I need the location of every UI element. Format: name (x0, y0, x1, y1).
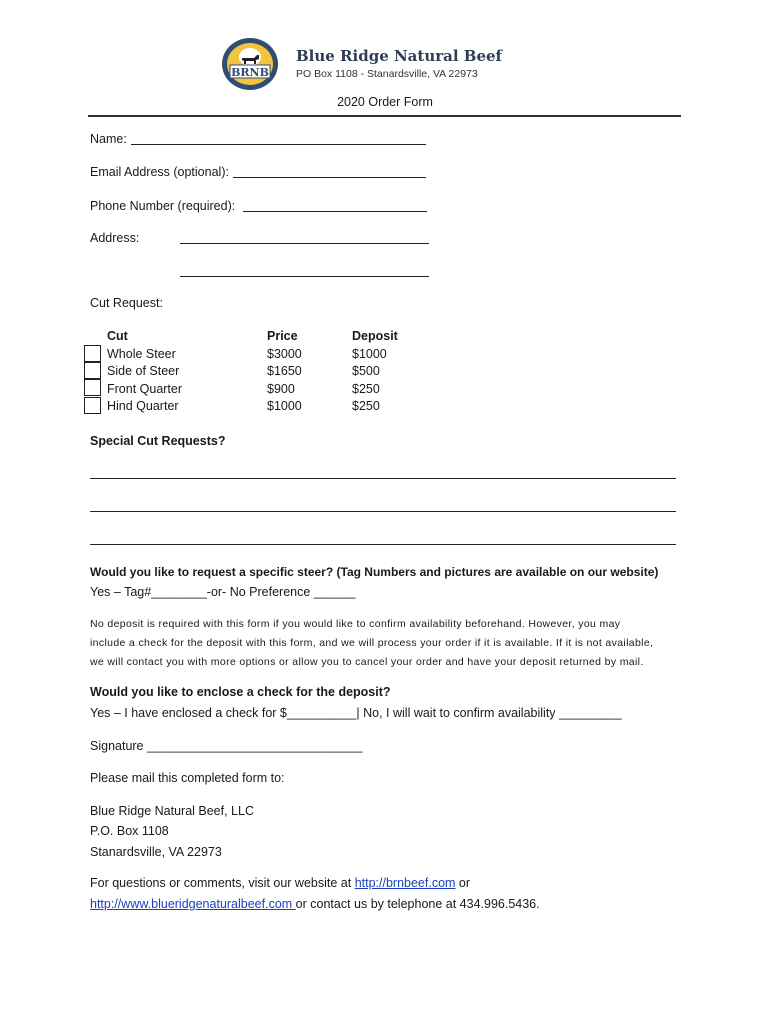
cut-price: $1000 (267, 399, 302, 413)
contact-prefix: For questions or comments, visit our website at (90, 876, 355, 890)
cut-deposit: $1000 (352, 347, 387, 361)
mail-address-line3: Stanardsville, VA 22973 (90, 845, 222, 859)
cut-option: Side of Steer (107, 364, 180, 378)
special-request-line1[interactable] (90, 478, 676, 479)
contact-line2 (90, 897, 540, 911)
cut-option: Hind Quarter (107, 399, 179, 413)
logo-letters: BRNB (231, 66, 269, 79)
cut-option: Front Quarter (107, 382, 183, 396)
check-question: Would you like to enclose a check for the deposit? (90, 685, 391, 699)
mail-instruction: Please mail this completed form to: (90, 771, 285, 785)
whole-steer-checkbox[interactable] (84, 345, 101, 362)
cut-deposit: $250 (352, 399, 380, 413)
side-of-steer-checkbox[interactable] (84, 362, 101, 379)
brnbeef-link[interactable]: http://brnbeef.com (354, 876, 456, 890)
deposit-note-line3: we will contact you with more options or allow you to cancel your order and have your deposit returned by mail. (90, 656, 644, 668)
contact-middle: or (455, 876, 471, 890)
contact-suffix: or contact us by telephone at 434.996.5436. (295, 897, 540, 911)
cut-price: $1650 (267, 364, 302, 378)
special-request-line3[interactable] (90, 544, 676, 545)
special-request-line2[interactable] (90, 511, 676, 512)
address-label: Address: (90, 231, 140, 245)
phone-field[interactable] (243, 211, 427, 212)
title-rule (88, 115, 681, 117)
cut-request-label: Cut Request: (90, 296, 163, 310)
company-address: PO Box 1108 - Stanardsville, VA 22973 (296, 68, 478, 80)
cut-deposit: $250 (352, 382, 380, 396)
price-header: Price (267, 329, 298, 343)
cut-option: Whole Steer (107, 347, 176, 361)
deposit-note-line2: include a check for the deposit with this form, and we will process your order if it is available. If it is not available, (90, 637, 654, 649)
name-field[interactable] (131, 144, 426, 145)
hind-quarter-checkbox[interactable] (84, 397, 101, 414)
front-quarter-checkbox[interactable] (84, 379, 101, 396)
cut-price: $3000 (267, 347, 302, 361)
phone-label: Phone Number (required): (90, 199, 236, 213)
mail-address-line2: P.O. Box 1108 (90, 824, 169, 838)
specific-steer-options[interactable]: Yes – Tag#________-or- No Preference ______ (90, 585, 356, 599)
blueridgenaturalbeef-link[interactable]: http://www.blueridgenaturalbeef.com (90, 897, 296, 911)
cut-price: $900 (267, 382, 295, 396)
email-label: Email Address (optional): (90, 165, 229, 179)
specific-steer-question: Would you like to request a specific steer? (Tag Numbers and pictures are available on our website) (90, 565, 659, 579)
form-title: 2020 Order Form (337, 95, 433, 109)
email-field[interactable] (233, 177, 426, 178)
deposit-note-line1: No deposit is required with this form if you would like to confirm availability beforehand. However, you may (90, 618, 621, 630)
contact-line1 (90, 876, 470, 890)
mail-address-line1: Blue Ridge Natural Beef, LLC (90, 804, 254, 818)
cut-deposit: $500 (352, 364, 380, 378)
address-field-line1[interactable] (180, 243, 429, 244)
company-logo (220, 36, 280, 92)
name-label: Name: (90, 132, 127, 146)
special-cut-heading: Special Cut Requests? (90, 434, 226, 448)
cut-header: Cut (107, 329, 128, 343)
company-name: Blue Ridge Natural Beef (296, 47, 502, 65)
check-options[interactable]: Yes – I have enclosed a check for $__________| No, I will wait to confirm availability _________ (90, 706, 622, 720)
signature-field[interactable]: Signature _______________________________ (90, 739, 363, 753)
deposit-header: Deposit (352, 329, 398, 343)
address-field-line2[interactable] (180, 276, 429, 277)
